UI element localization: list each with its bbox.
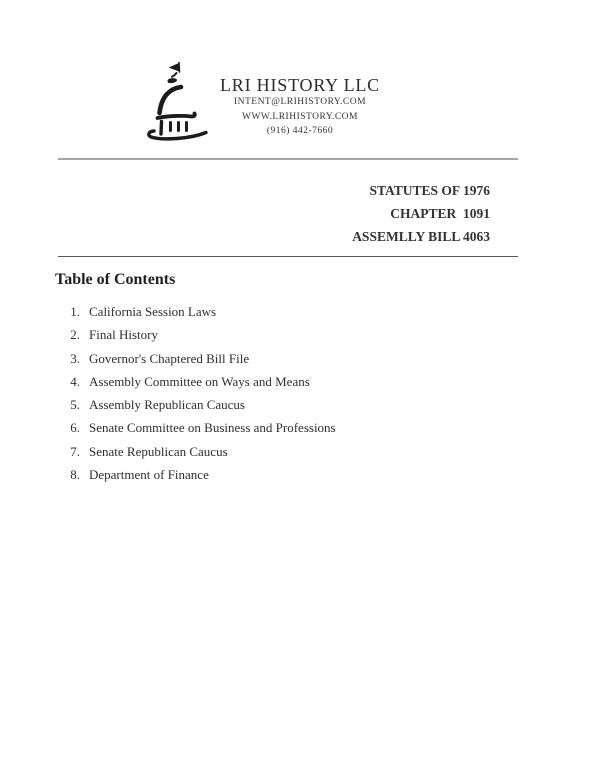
toc-item-label: Governor's Chaptered Bill File [89, 350, 250, 366]
company-website: WWW.LRIHISTORY.COM [242, 111, 358, 122]
toc-item [55, 370, 535, 393]
toc-item [55, 393, 535, 416]
company-name: LRI HISTORY LLC [219, 75, 380, 95]
divider-middle [58, 256, 518, 257]
toc-item-number: 8. [70, 467, 80, 483]
assembly-bill-line: ASSEMLLY BILL 4063 [352, 229, 490, 245]
company-phone: (916) 442-7660 [266, 126, 334, 136]
toc-item-label: Department of Finance [89, 467, 209, 483]
statutes-line: STATUTES OF 1976 [369, 183, 490, 198]
toc-item [55, 440, 535, 463]
toc-item-number: 7. [70, 443, 80, 459]
bill-reference-block [352, 179, 490, 249]
toc-item-label: California Session Laws [89, 304, 217, 319]
toc-list [55, 300, 535, 486]
toc-item-number: 4. [70, 373, 80, 389]
capitol-building-logo-icon [142, 61, 210, 141]
toc-item [55, 463, 535, 486]
toc-item-label: Assembly Committee on Ways and Means [89, 373, 310, 389]
toc-item-number: 5. [70, 397, 80, 413]
toc-item-label: Final History [89, 327, 158, 343]
toc-item-label: Assembly Republican Caucus [89, 397, 245, 413]
toc-item [55, 347, 535, 370]
toc-item [55, 416, 535, 439]
toc-item-label: Senate Republican Caucus [89, 443, 228, 459]
divider-top [58, 158, 518, 160]
toc-item-label: Senate Committee on Business and Professions [89, 420, 336, 436]
toc-item [55, 300, 535, 323]
logo-flag-shape [169, 63, 180, 72]
toc-title: Table of Contents [55, 271, 176, 288]
chapter-line: CHAPTER 1091 [390, 206, 490, 222]
toc-item-number: 1. [70, 304, 80, 319]
toc-item-number: 2. [70, 327, 80, 343]
toc-item-number: 6. [70, 420, 80, 436]
company-email: INTENT@LRIHISTORY.COM [233, 97, 367, 107]
toc-item [55, 323, 535, 346]
toc-item-number: 3. [70, 350, 80, 366]
